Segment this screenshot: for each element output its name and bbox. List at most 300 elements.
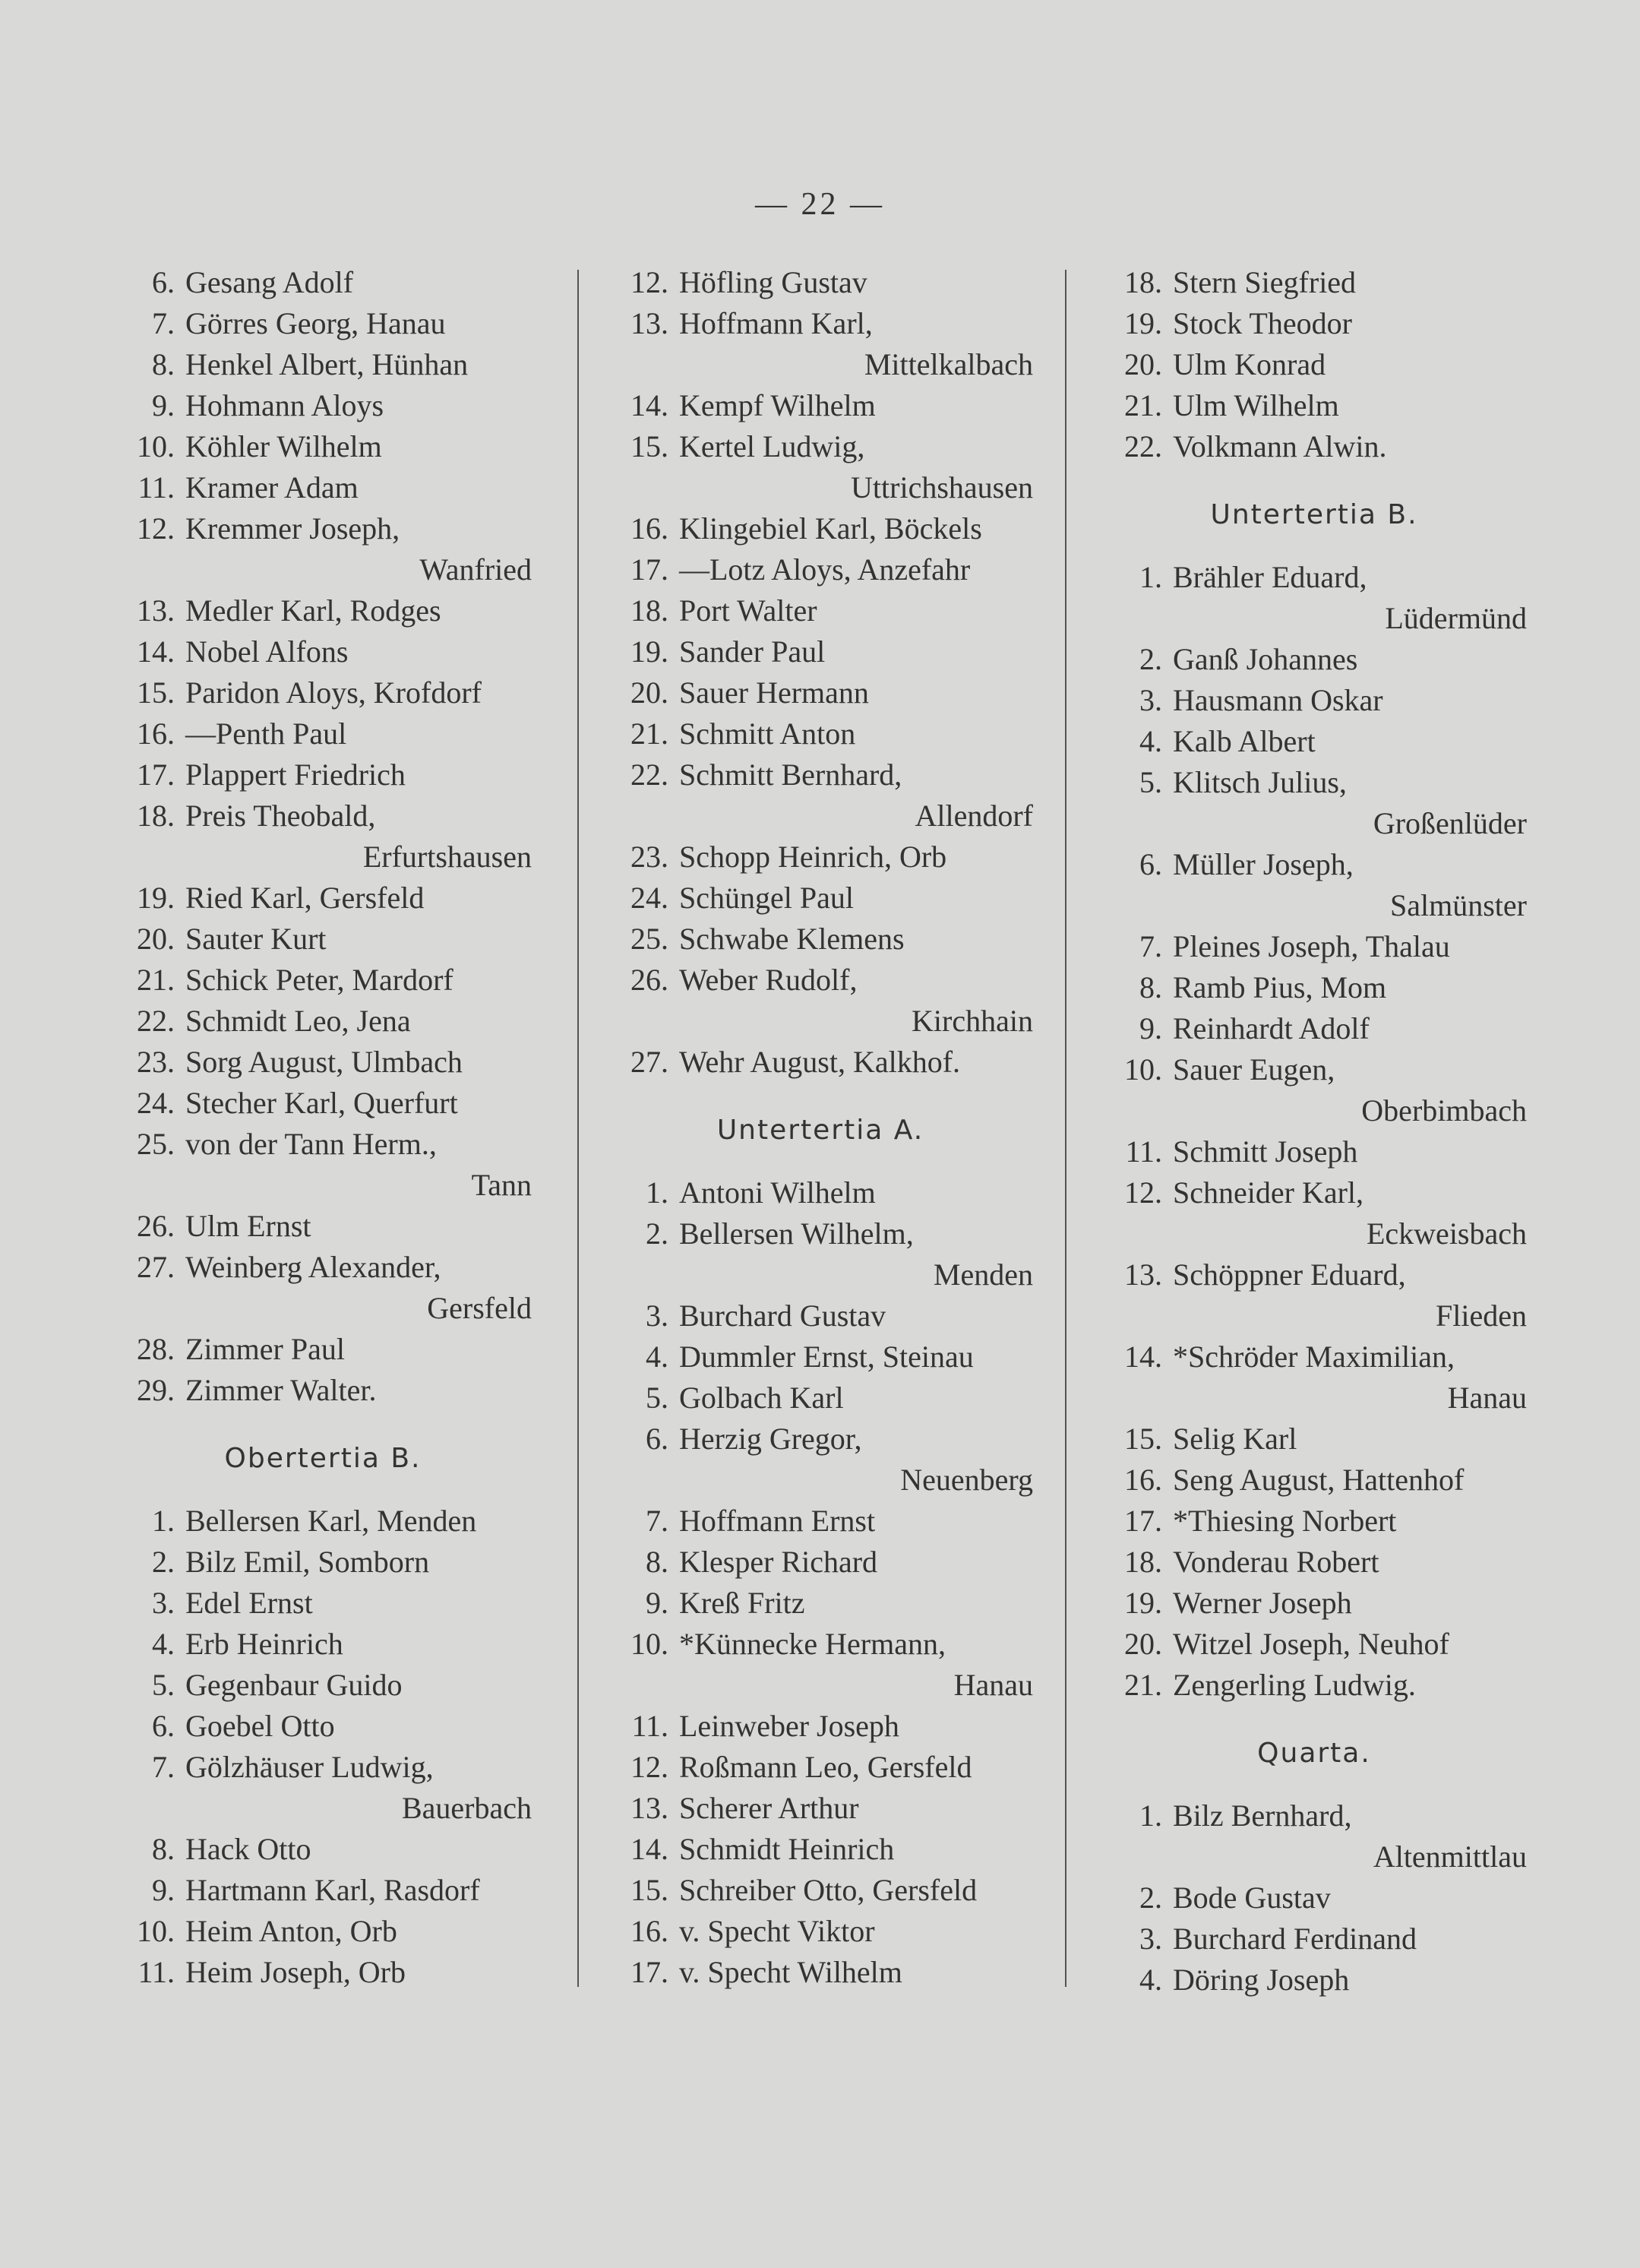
entry-number: 19. <box>1124 306 1162 340</box>
list-item <box>608 262 1033 303</box>
list-item <box>608 1624 1033 1706</box>
list-item <box>114 508 532 590</box>
entry-name: Bilz Bernhard, <box>1173 1798 1352 1833</box>
list-item <box>608 1213 1033 1295</box>
entry-name: Zimmer Paul <box>185 1332 345 1366</box>
entry-number: 5. <box>646 1381 668 1415</box>
entry-number: 4. <box>646 1340 668 1374</box>
page-number: — 22 — <box>755 187 885 222</box>
entry-name: Hack Otto <box>185 1832 311 1866</box>
list-item <box>114 1624 532 1665</box>
entry-number: 9. <box>1139 1011 1162 1045</box>
entry-name: Preis Theobald, <box>185 799 376 833</box>
column-divider <box>1065 270 1066 1987</box>
list-item <box>608 549 1033 590</box>
entry-number: 13. <box>630 306 668 340</box>
list-item <box>114 1370 532 1411</box>
entry-number: 10. <box>137 1914 175 1948</box>
entry-name: Hausmann Oskar <box>1173 683 1383 717</box>
entry-number: 9. <box>152 1873 175 1907</box>
entry-name: Bellersen Karl, Menden <box>185 1504 477 1538</box>
entry-number: 22. <box>137 1004 175 1038</box>
entry-number: 2. <box>646 1216 668 1251</box>
list-item <box>608 960 1033 1042</box>
entry-name: Klitsch Julius, <box>1173 765 1347 799</box>
entry-name: Kempf Wilhelm <box>679 388 876 422</box>
entry-number: 14. <box>137 634 175 669</box>
entry-name: Sander Paul <box>679 634 826 669</box>
entry-name: Kramer Adam <box>185 470 359 505</box>
entry-number: 5. <box>152 1668 175 1702</box>
list-item <box>1101 1795 1527 1877</box>
entry-number: 17. <box>630 1955 668 1989</box>
list-item <box>1101 639 1527 680</box>
entry-name: Burchard Ferdinand <box>1173 1922 1417 1956</box>
list-item <box>1101 1008 1527 1049</box>
list-item <box>114 1829 532 1870</box>
entry-number: 11. <box>137 470 175 505</box>
entry-name: Höfling Gustav <box>679 265 867 299</box>
entry-name: Roßmann Leo, Gersfeld <box>679 1750 972 1784</box>
entry-number: 11. <box>631 1709 668 1743</box>
list-item <box>608 1378 1033 1419</box>
list-item <box>608 1042 1033 1083</box>
entry-number: 15. <box>630 1873 668 1907</box>
list-item <box>1101 844 1527 926</box>
entry-name: Wehr August, Kalkhof. <box>679 1045 961 1079</box>
list-item <box>1101 1049 1527 1131</box>
entry-name: Schneider Karl, <box>1173 1175 1364 1210</box>
entry-number: 3. <box>152 1586 175 1620</box>
list-item <box>114 919 532 960</box>
list-item <box>608 1747 1033 1788</box>
entry-name: Kalb Albert <box>1173 724 1316 758</box>
entry-number: 8. <box>646 1545 668 1579</box>
entry-place: Lüdermünd <box>1385 601 1527 635</box>
entry-number: 10. <box>630 1627 668 1661</box>
entry-number: 4. <box>1139 724 1162 758</box>
entry-number: 27. <box>137 1250 175 1284</box>
entry-name: Weinberg Alexander, <box>185 1250 441 1284</box>
entry-number: 22. <box>630 758 668 792</box>
column-1 <box>114 262 532 1993</box>
entry-name: Werner Joseph <box>1173 1586 1352 1620</box>
entry-number: 29. <box>137 1373 175 1407</box>
entry-number: 21. <box>630 716 668 751</box>
section-heading: Untertertia A. <box>716 1115 924 1146</box>
entry-number: 8. <box>152 1832 175 1866</box>
section-heading: Quarta. <box>1257 1738 1371 1769</box>
entry-name: Gesang Adolf <box>185 265 354 299</box>
list-item <box>1101 1254 1527 1336</box>
list-item <box>114 754 532 796</box>
entry-place: Hanau <box>1447 1381 1527 1415</box>
entry-name: Bilz Emil, Somborn <box>185 1545 430 1579</box>
list-item <box>114 1501 532 1542</box>
entry-name: Zengerling Ludwig. <box>1173 1668 1416 1702</box>
list-item <box>608 426 1033 508</box>
entry-name: Schmitt Joseph <box>1173 1134 1358 1169</box>
entry-number: 14. <box>1124 1340 1162 1374</box>
list-item <box>114 1583 532 1624</box>
entry-number: 21. <box>1124 1668 1162 1702</box>
list-item <box>1101 1460 1527 1501</box>
entry-name: Klingebiel Karl, Böckels <box>679 511 982 546</box>
list-item <box>1101 1501 1527 1542</box>
entry-name: Schmitt Bernhard, <box>679 758 902 792</box>
entry-number: 6. <box>1139 847 1162 881</box>
entry-name: Weber Rudolf, <box>679 963 858 997</box>
entry-name: Ramb Pius, Mom <box>1173 970 1387 1004</box>
entry-number: 15. <box>137 675 175 710</box>
list-item <box>1101 1624 1527 1665</box>
list-item <box>114 1542 532 1583</box>
entry-name: Sauer Hermann <box>679 675 869 710</box>
entry-name: Kremmer Joseph, <box>185 511 400 546</box>
entry-number: 16. <box>137 716 175 751</box>
entry-name: Dummler Ernst, Steinau <box>679 1340 974 1374</box>
entry-name: *Künnecke Hermann, <box>679 1627 946 1661</box>
entry-number: 11. <box>1125 1134 1162 1169</box>
entry-number: 25. <box>630 922 668 956</box>
entry-name: Burchard Gustav <box>679 1298 886 1333</box>
entry-name: Medler Karl, Rodges <box>185 593 441 628</box>
entry-number: 12. <box>630 265 668 299</box>
list-item <box>114 590 532 631</box>
list-item <box>608 1295 1033 1336</box>
list-item <box>1101 680 1527 721</box>
entry-number: 7. <box>1139 929 1162 963</box>
list-item <box>608 1542 1033 1583</box>
entry-name: Klesper Richard <box>679 1545 878 1579</box>
entry-name: Erb Heinrich <box>185 1627 343 1661</box>
entry-number: 16. <box>630 511 668 546</box>
entry-number: 3. <box>1139 1922 1162 1956</box>
entry-name: von der Tann Herm., <box>185 1127 437 1161</box>
entry-name: Witzel Joseph, Neuhof <box>1173 1627 1449 1661</box>
entry-name: Sorg August, Ulmbach <box>185 1045 463 1079</box>
list-item <box>114 1083 532 1124</box>
entry-place: Mittelkalbach <box>864 347 1033 381</box>
entry-number: 12. <box>137 511 175 546</box>
entry-name: Bellersen Wilhelm, <box>679 1216 914 1251</box>
entry-number: 8. <box>1139 970 1162 1004</box>
entry-name: Zimmer Walter. <box>185 1373 377 1407</box>
entry-name: Bode Gustav <box>1173 1881 1331 1915</box>
list-item <box>114 385 532 426</box>
entry-name: —Penth Paul <box>185 716 347 751</box>
entry-number: 6. <box>646 1422 668 1456</box>
entry-number: 22. <box>1124 429 1162 463</box>
list-item <box>608 754 1033 837</box>
entry-number: 12. <box>630 1750 668 1784</box>
list-item <box>1101 1172 1527 1254</box>
entry-number: 1. <box>152 1504 175 1538</box>
entry-name: Döring Joseph <box>1173 1963 1350 1997</box>
entry-number: 18. <box>1124 265 1162 299</box>
entry-number: 18. <box>137 799 175 833</box>
entry-name: Antoni Wilhelm <box>679 1175 876 1210</box>
list-item <box>1101 1131 1527 1172</box>
entry-name: Ulm Konrad <box>1173 347 1326 381</box>
entry-name: Vonderau Robert <box>1173 1545 1379 1579</box>
column-divider <box>577 270 579 1987</box>
entry-number: 17. <box>137 758 175 792</box>
entry-number: 17. <box>1124 1504 1162 1538</box>
entry-number: 1. <box>1139 1798 1162 1833</box>
entry-name: Ganß Johannes <box>1173 642 1358 676</box>
list-item <box>608 1870 1033 1911</box>
entry-name: Kreß Fritz <box>679 1586 805 1620</box>
list-item <box>114 631 532 672</box>
entry-place: Neuenberg <box>900 1463 1033 1497</box>
entry-number: 2. <box>1139 642 1162 676</box>
entry-number: 17. <box>630 552 668 587</box>
entry-place: Wanfried <box>419 552 532 587</box>
list-item <box>114 1329 532 1370</box>
list-item <box>608 508 1033 549</box>
list-item <box>114 960 532 1001</box>
list-item <box>114 262 532 303</box>
entry-name: Goebel Otto <box>185 1709 335 1743</box>
entry-name: Pleines Joseph, Thalau <box>1173 929 1450 963</box>
entry-number: 6. <box>152 1709 175 1743</box>
entry-number: 25. <box>137 1127 175 1161</box>
column-2 <box>608 262 1033 1993</box>
entry-number: 8. <box>152 347 175 381</box>
entry-name: Stock Theodor <box>1173 306 1352 340</box>
entry-number: 20. <box>137 922 175 956</box>
list-item <box>608 713 1033 754</box>
entry-number: 20. <box>630 675 668 710</box>
entry-number: 9. <box>152 388 175 422</box>
entry-number: 23. <box>137 1045 175 1079</box>
entry-number: 16. <box>1124 1463 1162 1497</box>
entry-number: 14. <box>630 1832 668 1866</box>
list-item <box>1101 1419 1527 1460</box>
entry-name: Schüngel Paul <box>679 881 854 915</box>
list-item <box>114 1042 532 1083</box>
entry-number: 18. <box>630 593 668 628</box>
entry-name: —Lotz Aloys, Anzefahr <box>679 552 971 587</box>
entry-number: 5. <box>1139 765 1162 799</box>
entry-number: 10. <box>1124 1052 1162 1087</box>
list-item <box>114 1952 532 1993</box>
entry-number: 15. <box>1124 1422 1162 1456</box>
entry-place: Allendorf <box>915 799 1033 833</box>
entry-name: Plappert Friedrich <box>185 758 406 792</box>
entry-name: Herzig Gregor, <box>679 1422 862 1456</box>
entry-place: Erfurtshausen <box>362 840 532 874</box>
list-item <box>114 467 532 508</box>
entry-name: Schmidt Leo, Jena <box>185 1004 411 1038</box>
list-item <box>1101 1542 1527 1583</box>
list-item <box>608 1911 1033 1952</box>
list-item <box>608 672 1033 713</box>
entry-name: Hoffmann Karl, <box>679 306 873 340</box>
entry-number: 19. <box>137 881 175 915</box>
entry-place: Kirchhain <box>912 1004 1033 1038</box>
entry-place: Oberbimbach <box>1361 1093 1527 1128</box>
list-item <box>608 385 1033 426</box>
list-item <box>1101 762 1527 844</box>
list-item <box>608 1788 1033 1829</box>
entry-number: 4. <box>152 1627 175 1661</box>
entry-name: Schick Peter, Mardorf <box>185 963 453 997</box>
list-item <box>608 590 1033 631</box>
entry-name: Seng August, Hattenhof <box>1173 1463 1465 1497</box>
entry-name: Kertel Ludwig, <box>679 429 865 463</box>
list-item <box>608 1172 1033 1213</box>
entry-number: 24. <box>137 1086 175 1120</box>
entry-name: Gegenbaur Guido <box>185 1668 403 1702</box>
list-item <box>608 1952 1033 1993</box>
list-item <box>608 919 1033 960</box>
entry-number: 19. <box>630 634 668 669</box>
list-item <box>1101 967 1527 1008</box>
entry-name: Schwabe Klemens <box>679 922 905 956</box>
entry-number: 20. <box>1124 347 1162 381</box>
list-item <box>608 1419 1033 1501</box>
entry-name: Müller Joseph, <box>1173 847 1354 881</box>
entry-number: 7. <box>646 1504 668 1538</box>
entry-name: Stern Siegfried <box>1173 265 1357 299</box>
entry-number: 12. <box>1124 1175 1162 1210</box>
list-item <box>114 713 532 754</box>
list-item <box>1101 926 1527 967</box>
list-item <box>1101 721 1527 762</box>
entry-name: *Thiesing Norbert <box>1173 1504 1397 1538</box>
entry-name: Sauer Eugen, <box>1173 1052 1335 1087</box>
list-item <box>1101 344 1527 385</box>
entry-place: Flieden <box>1436 1298 1527 1333</box>
list-item <box>114 1911 532 1952</box>
section-heading: Obertertia B. <box>224 1443 422 1474</box>
entry-name: v. Specht Viktor <box>679 1914 875 1948</box>
entry-name: Heim Joseph, Orb <box>185 1955 406 1989</box>
entry-place: Uttrichshausen <box>851 470 1033 505</box>
list-item <box>1101 385 1527 426</box>
list-item <box>1101 303 1527 344</box>
entry-number: 9. <box>646 1586 668 1620</box>
list-item <box>1101 426 1527 467</box>
list-item <box>608 878 1033 919</box>
entry-name: Ulm Wilhelm <box>1173 388 1339 422</box>
entry-place: Eckweisbach <box>1366 1216 1527 1251</box>
list-item <box>1101 1583 1527 1624</box>
entry-number: 3. <box>1139 683 1162 717</box>
entry-number: 24. <box>630 881 668 915</box>
list-item <box>114 426 532 467</box>
entry-number: 23. <box>630 840 668 874</box>
entry-name: Port Walter <box>679 593 817 628</box>
list-item <box>608 631 1033 672</box>
entry-number: 15. <box>630 429 668 463</box>
entry-name: Reinhardt Adolf <box>1173 1011 1370 1045</box>
list-item <box>114 672 532 713</box>
entry-number: 13. <box>630 1791 668 1825</box>
entry-name: Golbach Karl <box>679 1381 844 1415</box>
list-item <box>608 1583 1033 1624</box>
list-item <box>608 1501 1033 1542</box>
list-item <box>114 1747 532 1829</box>
entry-number: 16. <box>630 1914 668 1948</box>
entry-name: Sauter Kurt <box>185 922 327 956</box>
entry-name: Schmitt Anton <box>679 716 856 751</box>
list-item <box>114 1247 532 1329</box>
entry-number: 6. <box>152 265 175 299</box>
entry-name: Selig Karl <box>1173 1422 1297 1456</box>
list-item <box>114 1706 532 1747</box>
entry-number: 1. <box>1139 560 1162 594</box>
entry-number: 18. <box>1124 1545 1162 1579</box>
list-item <box>114 878 532 919</box>
entry-name: Volkmann Alwin. <box>1173 429 1387 463</box>
list-item <box>1101 262 1527 303</box>
list-item <box>1101 1665 1527 1706</box>
entry-number: 26. <box>137 1209 175 1243</box>
entry-name: *Schröder Maximilian, <box>1173 1340 1455 1374</box>
entry-number: 1. <box>646 1175 668 1210</box>
entry-name: Schmidt Heinrich <box>679 1832 895 1866</box>
entry-place: Tann <box>471 1168 532 1202</box>
entry-place: Großenlüder <box>1373 806 1527 840</box>
entry-number: 14. <box>630 388 668 422</box>
entry-name: Edel Ernst <box>185 1586 313 1620</box>
entry-number: 4. <box>1139 1963 1162 1997</box>
column-3 <box>1101 262 1527 2001</box>
entry-number: 28. <box>137 1332 175 1366</box>
entry-place: Altenmittlau <box>1373 1839 1527 1874</box>
entry-number: 21. <box>1124 388 1162 422</box>
entry-name: Schöppner Eduard, <box>1173 1257 1406 1292</box>
entry-number: 10. <box>137 429 175 463</box>
entry-name: Hoffmann Ernst <box>679 1504 876 1538</box>
entry-place: Salmünster <box>1390 888 1527 922</box>
entry-number: 20. <box>1124 1627 1162 1661</box>
list-item <box>608 837 1033 878</box>
list-item <box>1101 557 1527 639</box>
entry-name: Hartmann Karl, Rasdorf <box>185 1873 480 1907</box>
entry-name: Hohmann Aloys <box>185 388 384 422</box>
entry-place: Bauerbach <box>401 1791 532 1825</box>
list-item <box>114 1665 532 1706</box>
entry-name: Leinweber Joseph <box>679 1709 899 1743</box>
list-item <box>1101 1960 1527 2001</box>
entry-number: 26. <box>630 963 668 997</box>
list-item <box>114 1124 532 1206</box>
entry-number: 7. <box>152 306 175 340</box>
entry-name: Scherer Arthur <box>679 1791 859 1825</box>
entry-name: Stecher Karl, Querfurt <box>185 1086 458 1120</box>
entry-number: 7. <box>152 1750 175 1784</box>
entry-place: Gersfeld <box>427 1291 532 1325</box>
entry-number: 21. <box>137 963 175 997</box>
list-item <box>114 796 532 878</box>
list-item <box>608 1706 1033 1747</box>
entry-name: Görres Georg, Hanau <box>185 306 446 340</box>
entry-number: 27. <box>630 1045 668 1079</box>
list-item <box>114 1001 532 1042</box>
entry-name: Gölzhäuser Ludwig, <box>185 1750 434 1784</box>
list-item <box>114 344 532 385</box>
entry-name: Schreiber Otto, Gersfeld <box>679 1873 978 1907</box>
entry-place: Hanau <box>953 1668 1033 1702</box>
entry-number: 2. <box>1139 1881 1162 1915</box>
list-item <box>1101 1877 1527 1918</box>
entry-number: 19. <box>1124 1586 1162 1620</box>
entry-number: 13. <box>137 593 175 628</box>
